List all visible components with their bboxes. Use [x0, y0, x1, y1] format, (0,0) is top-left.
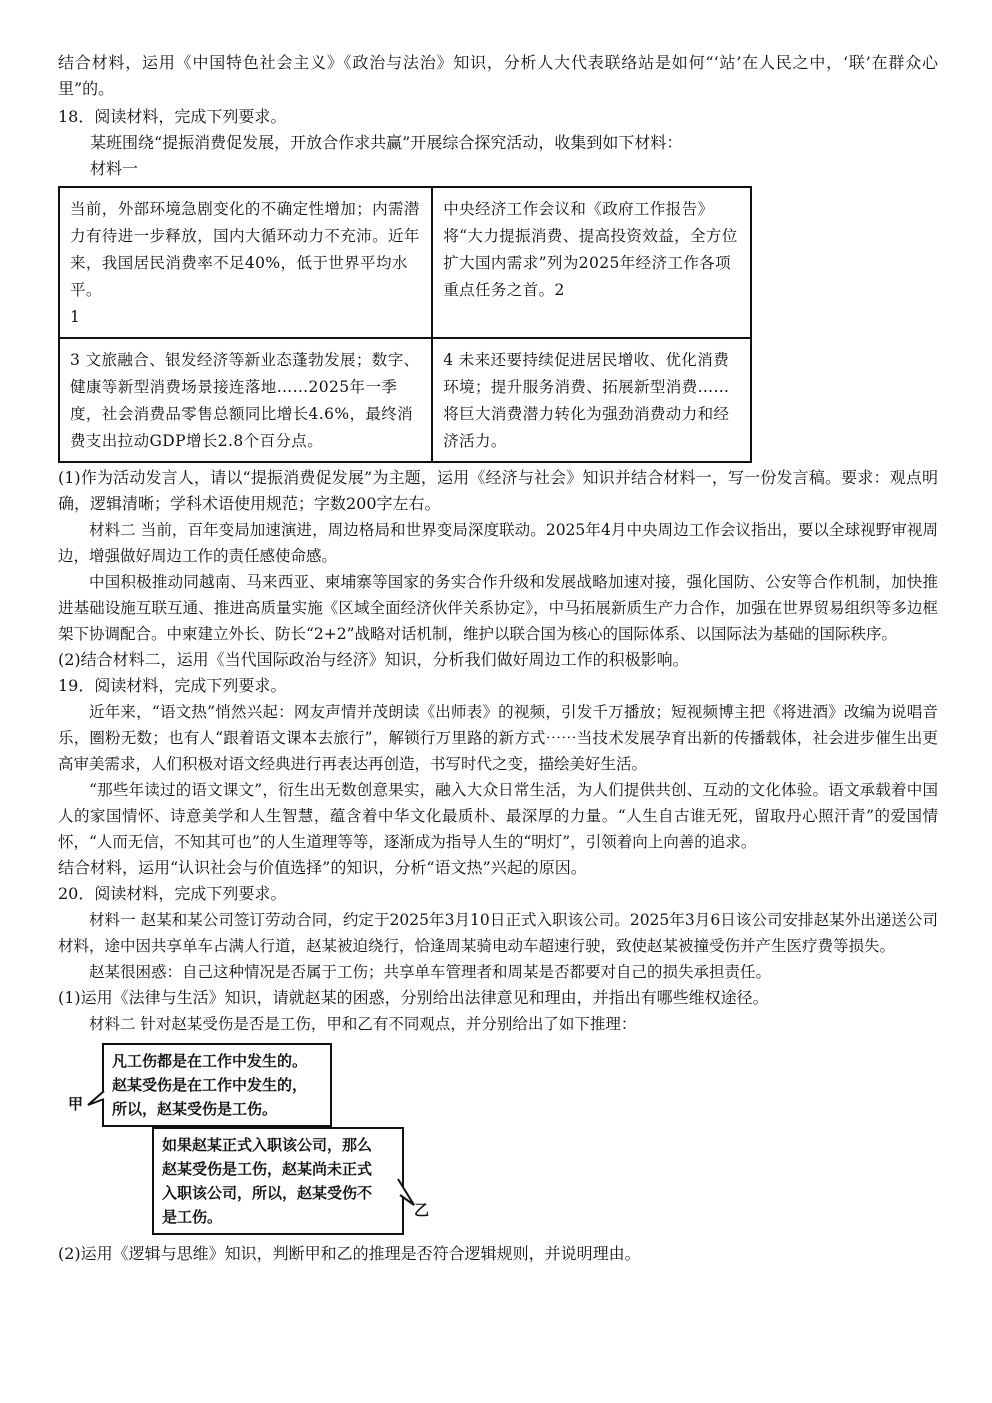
speech-bubble-yi [152, 1127, 404, 1235]
q17-question-tail: 结合材料，运用《中国特色社会主义》《政治与法治》知识，分析人大代表联络站是如何“‘站’在人民之中，‘联’在群众心里”的。 [58, 53, 938, 98]
cell-text: 3 文旅融合、银发经济等新业态蓬勃发展；数字、健康等新型消费场景接连落地……2025年一季度，社会消费品零售总额同比增长4.6%，最终消费支出拉动GDP增长2.8个百分点。 [70, 351, 420, 450]
reasoning-diagram [58, 1041, 938, 1231]
material1-cell-2 [432, 187, 751, 338]
q18-sub2: (2)结合材料二，运用《当代国际政治与经济》知识，分析我们做好周边工作的积极影响。 [58, 650, 689, 669]
q20-sub1: (1)运用《法律与生活》知识，请就赵某的困惑，分别给出法律意见和理由，并指出有哪些维权途径。 [58, 988, 769, 1007]
speech-bubble-jia [102, 1043, 332, 1127]
bubble-line: 赵某受伤是工伤，赵某尚未正式 [162, 1160, 373, 1178]
bubble-line: 凡工伤都是在工作中发生的。 [112, 1052, 308, 1070]
speaker-jia-label: 甲 [68, 1095, 84, 1113]
bubble-line: 赵某受伤是在工作中发生的， [112, 1076, 308, 1094]
bubble-tail-jia [86, 1091, 108, 1113]
q19-title: 19．阅读材料，完成下列要求。 [58, 676, 287, 695]
q19-p1: 近年来，“语文热”悄然兴起：网友声情并茂朗读《出师表》的视频，引发千万播放；短视频博主把《将进酒》改编为说唱音乐，圈粉无数；也有人“跟着语文课本去旅行”，解锁行万里路的新方式⋯⋯当技术发展孕育出新的传播载体，社会进步催生出更高审美需求，人们积极对语文经典进行再表达再创造，书写时代之变，描绘美好生活。 [58, 703, 938, 773]
q18-material2-p2: 中国积极推动同越南、马来西亚、柬埔寨等国家的务实合作升级和发展战略加速对接，强化国防、公安等合作机制，加快推进基础设施互联互通、推进高质量实施《区域全面经济伙伴关系协定》，中马拓展新质生产力合作，加强在世界贸易组织等多边框架下协调配合。中柬建立外长、防长“2+2”战略对话机制，维护以联合国为核心的国际体系、以国际法为基础的国际秩序。 [58, 573, 938, 643]
cell-text: 当前，外部环境急剧变化的不确定性增加；内需潜力有待进一步释放，国内大循环动力不充沛。近年来，我国居民消费率不足40%，低于世界平均水平。 [70, 200, 420, 299]
bubble-line: 如果赵某正式入职该公司，那么 [162, 1136, 373, 1154]
q19-p2: “那些年读过的语文课文”，衍生出无数创意果实，融入大众日常生活，为人们提供共创、互动的文化体验。语文承载着中国人的家国情怀、诗意美学和人生智慧，蕴含着中华文化最质朴、最深厚的力量。“人生自古谁无死，留取丹心照汗青”的爱国情怀，“人而无信，不知其可也”的人生道理等等，逐渐成为指导人生的“明灯”，引领着向上向善的追求。 [58, 781, 938, 851]
bubble-line: 所以，赵某受伤是工伤。 [112, 1100, 278, 1118]
q20-material2: 材料二 针对赵某受伤是否是工伤，甲和乙有不同观点，并分别给出了如下推理： [89, 1015, 637, 1033]
bubble-line: 是工伤。 [162, 1208, 223, 1226]
q18-intro: 某班围绕“提振消费促发展，开放合作求共赢”开展综合探究活动，收集到如下材料： [90, 133, 683, 152]
material1-cell-3 [59, 338, 432, 462]
exam-page [58, 50, 938, 1267]
material1-cell-4 [432, 338, 751, 462]
material1-table [58, 186, 752, 463]
cell-text: 4 未来还要持续促进居民增收、优化消费环境；提升服务消费、拓展新型消费……将巨大消费潜力转化为强劲消费动力和经济活力。 [443, 351, 730, 450]
q18-material2-p1: 材料二 当前，百年变局加速演进，周边格局和世界变局深度联动。2025年4月中央周边工作会议指出，要以全球视野审视周边，增强做好周边工作的责任感使命感。 [58, 521, 938, 565]
cell-number: 1 [70, 308, 81, 326]
q20-sub2: (2)运用《逻辑与思维》知识，判断甲和乙的推理是否符合逻辑规则，并说明理由。 [58, 1244, 641, 1263]
cell-text: 中央经济工作会议和《政府工作报告》将“大力提振消费、提高投资效益，全方位扩大国内需求”列为2025年经济工作各项重点任务之首。2 [443, 200, 738, 299]
q18-sub1: (1)作为活动发言人，请以“提振消费促发展”为主题，运用《经济与社会》知识并结合材料一，写一份发言稿。要求：观点明确，逻辑清晰；学科术语使用规范；字数200字左右。 [58, 468, 938, 513]
q18-title: 18．阅读材料，完成下列要求。 [58, 107, 287, 126]
q18-material1-label: 材料一 [90, 159, 139, 178]
bubble-line: 入职该公司，所以，赵某受伤不 [162, 1184, 373, 1202]
q20-title: 20．阅读材料，完成下列要求。 [58, 884, 287, 903]
q20-confusion: 赵某很困惑：自己这种情况是否属于工伤；共享单车管理者和周某是否都要对自己的损失承担责任。 [89, 963, 772, 981]
q19-question: 结合材料，运用“认识社会与价值选择”的知识，分析“语文热”兴起的原因。 [58, 858, 587, 877]
q20-material1: 材料一 赵某和某公司签订劳动合同，约定于2025年3月10日正式入职该公司。2025年3月6日该公司安排赵某外出递送公司材料，途中因共享单车占满人行道，赵某被迫绕行，恰逢周某骑电动车超速行驶，致使赵某被撞受伤并产生医疗费等损失。 [58, 911, 938, 955]
material1-cell-1 [59, 187, 432, 338]
speaker-yi-label: 乙 [414, 1201, 430, 1219]
